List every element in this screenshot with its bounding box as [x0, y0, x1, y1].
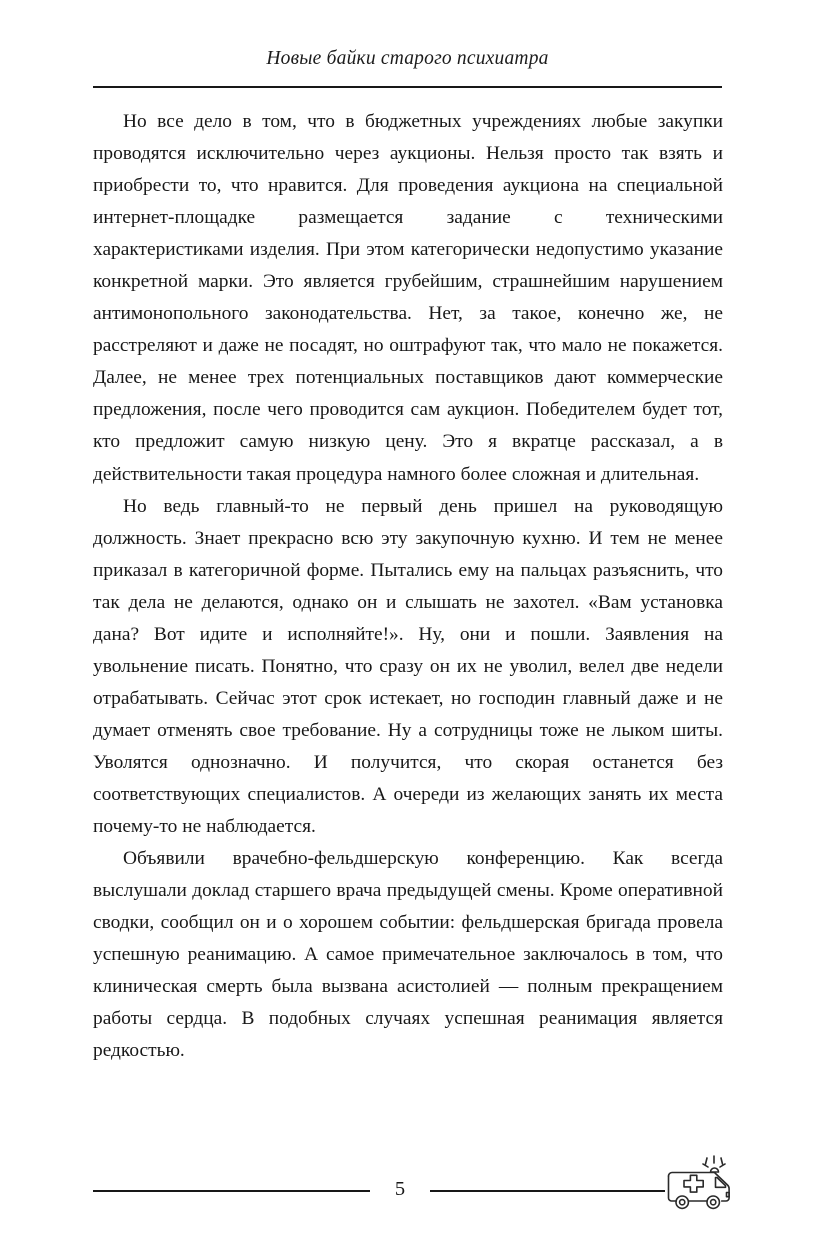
body-text-column	[93, 106, 723, 1067]
header-divider	[93, 86, 722, 88]
footer-divider-right	[430, 1190, 665, 1192]
page-footer	[93, 1170, 733, 1216]
paragraph: Но ведь главный-то не первый день пришел на руководящую должность. Знает прекрасно всю эту закупочную кухню. И тем не менее приказал в категоричной форме. Пытались ему на пальцах разъяснить, что так дела не делаются, однако он и слышать не захотел. «Вам установка дана? Вот идите и исполняйте!». Ну, они и пошли. Заявления на увольнение писать. Понятно, что сразу он их не уволил, велел две недели отрабатывать. Сейчас этот срок истекает, но господин главный даже и не думает отменять свое требование. Ну а сотрудницы тоже не лыком шиты. Уволятся однозначно. И получится, что скорая останется без соответствующих специалистов. А очереди из желающих занять их места почему-то не наблюдается.	[93, 495, 723, 838]
footer-divider-left	[93, 1190, 370, 1192]
paragraph: Но все дело в том, что в бюджетных учреждениях любые закупки проводятся исключительно через аукционы. Нельзя просто так взять и приобрести то, что нравится. Для проведения аукциона на специальной интернет-площадке размещается задание с техническими характеристиками изделия. При этом категорически недопустимо указание конкретной марки. Это является грубейшим, страшнейшим нарушением антимонопольного законодательства. Нет, за такое, конечно же, не расстреляют и даже не посадят, но оштрафуют так, что мало не покажется. Далее, не менее трех потенциальных поставщиков дают коммерческие предложения, после чего проводится сам аукцион. Победителем будет тот, кто предложит самую низкую цену. Это я вкратце рассказал, а в действительности такая процедура намного более сложная и длительная.	[93, 111, 723, 485]
paragraph: Объявили врачебно-фельдшерскую конференцию. Как всегда выслушали доклад старшего врача предыдущей смены. Кроме оперативной сводки, сообщил он и о хорошем событии: фельдшерская бригада провела успешную реанимацию. А самое примечательное заключалось в том, что клиническая смерть была вызвана асистолией — полным прекращением работы сердца. В подобных случаях успешная реанимация является редкостью.	[93, 848, 723, 1062]
page-number: 5	[394, 1178, 406, 1200]
running-head: Новые байки старого психиатра	[266, 48, 549, 69]
ambulance-icon	[656, 1152, 742, 1222]
